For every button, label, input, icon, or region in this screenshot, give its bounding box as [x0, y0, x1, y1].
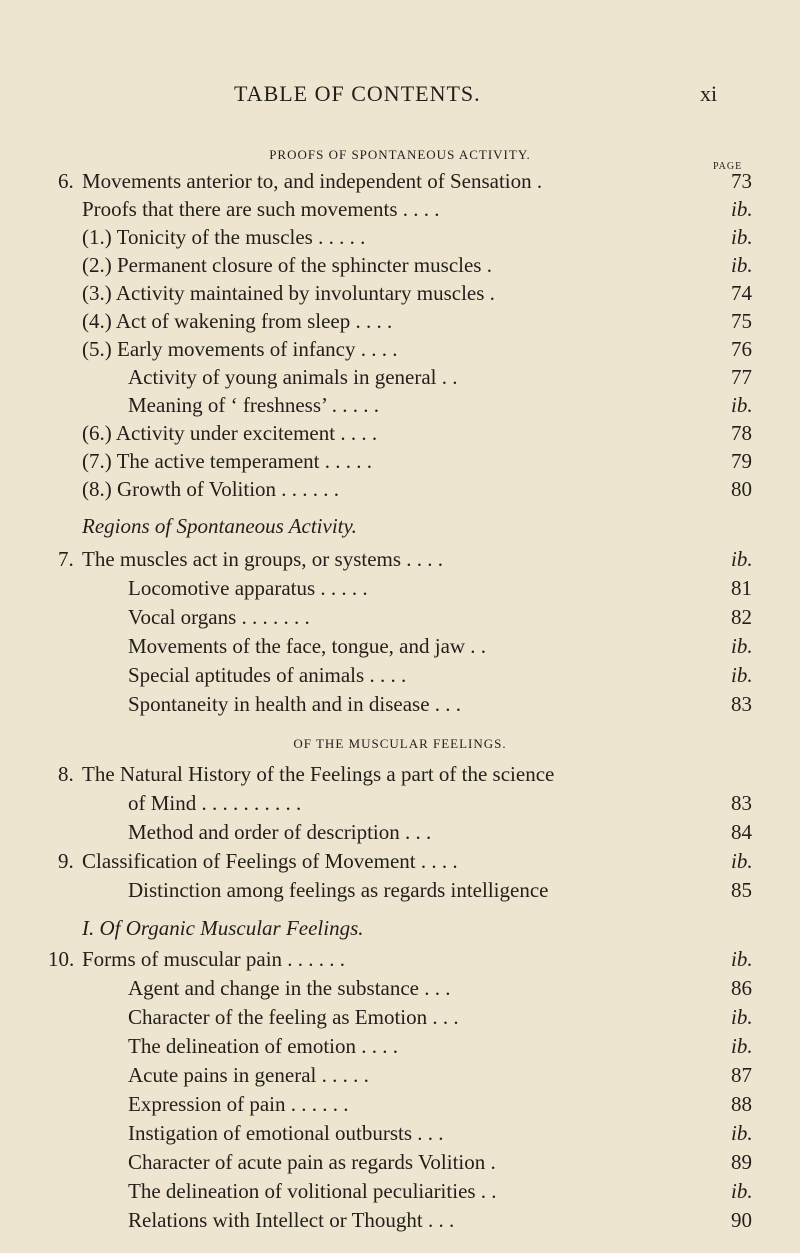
toc-entry: (6.) Activity under excitement . . . .: [82, 421, 378, 445]
toc-page-ref: 73: [731, 169, 752, 193]
entry-number: 8.: [58, 762, 74, 786]
toc-entry: (1.) Tonicity of the muscles . . . . .: [82, 225, 366, 249]
toc-entry: (3.) Activity maintained by involuntary muscles .: [82, 281, 495, 305]
entry-number: 6.: [58, 169, 74, 193]
page-number: xi: [700, 81, 718, 106]
toc-entry: of Mind . . . . . . . . . .: [128, 791, 302, 815]
toc-page-ref: ib.: [731, 947, 753, 971]
toc-page-ref: 89: [731, 1150, 752, 1174]
section-heading-spontaneous-activity: PROOFS OF SPONTANEOUS ACTIVITY.: [269, 147, 531, 162]
toc-entry: Locomotive apparatus . . . . .: [128, 576, 368, 600]
toc-page-ref: 90: [731, 1208, 752, 1232]
toc-page-ref: 77: [731, 365, 752, 389]
toc-entry: Character of acute pain as regards Volition .: [128, 1150, 496, 1174]
toc-entry: Activity of young animals in general . .: [128, 365, 458, 389]
toc-page-ref: 76: [731, 337, 752, 361]
toc-entry: Meaning of ‘ freshness’ . . . . .: [128, 393, 379, 417]
toc-page-ref: 83: [731, 791, 752, 815]
running-header-title: TABLE OF CONTENTS.: [234, 81, 481, 106]
toc-entry: (5.) Early movements of infancy . . . .: [82, 337, 398, 361]
toc-page-ref: 74: [731, 281, 752, 305]
toc-page-ref: 87: [731, 1063, 752, 1087]
toc-entry: Proofs that there are such movements . . . .: [82, 197, 440, 221]
entry-number: 10.: [48, 947, 75, 971]
toc-page-ref: ib.: [731, 1121, 753, 1145]
toc-entry: Agent and change in the substance . . .: [128, 976, 451, 1000]
page-column-label: PAGE: [713, 161, 743, 172]
toc-entry: Acute pains in general . . . . .: [128, 1063, 369, 1087]
toc-page-ref: ib.: [731, 849, 753, 873]
toc-page-ref: 84: [731, 820, 752, 844]
toc-page-ref: 88: [731, 1092, 752, 1116]
toc-page-ref: ib.: [731, 1005, 753, 1029]
toc-page-ref: 79: [731, 449, 752, 473]
subsection-heading: Regions of Spontaneous Activity.: [82, 514, 357, 538]
toc-entry: Movements anterior to, and independent of Sensation .: [82, 169, 543, 193]
toc-entry: Classification of Feelings of Movement . . . .: [82, 849, 458, 873]
toc-page-ref: 82: [731, 605, 752, 629]
toc-entry: Relations with Intellect or Thought . . .: [128, 1208, 455, 1232]
toc-page-ref: ib.: [731, 634, 753, 658]
toc-page-ref: ib.: [731, 253, 753, 277]
toc-page-ref: ib.: [731, 1179, 753, 1203]
toc-entry: The muscles act in groups, or systems . . . .: [82, 547, 444, 571]
toc-page-ref: 80: [731, 477, 752, 501]
toc-entry: (8.) Growth of Volition . . . . . .: [82, 477, 340, 501]
toc-entry: Method and order of description . . .: [128, 820, 432, 844]
section-heading-muscular-feelings: OF THE MUSCULAR FEELINGS.: [293, 736, 507, 751]
toc-entry: (4.) Act of wakening from sleep . . . .: [82, 309, 393, 333]
toc-page-ref: ib.: [731, 1034, 753, 1058]
toc-page-ref: ib.: [731, 547, 753, 571]
toc-entry: Movements of the face, tongue, and jaw . .: [128, 634, 487, 658]
toc-page-ref: 81: [731, 576, 752, 600]
toc-entry: Distinction among feelings as regards intelligence: [128, 878, 549, 902]
subsection-heading: I. Of Organic Muscular Feelings.: [82, 916, 364, 940]
toc-entry: Character of the feeling as Emotion . . .: [128, 1005, 459, 1029]
toc-page-ref: 75: [731, 309, 752, 333]
toc-page-ref: 78: [731, 421, 752, 445]
toc-entry: (7.) The active temperament . . . . .: [82, 449, 373, 473]
toc-entry: (2.) Permanent closure of the sphincter muscles .: [82, 253, 492, 277]
toc-entry: The Natural History of the Feelings a part of the science: [82, 762, 555, 786]
toc-page-ref: ib.: [731, 225, 753, 249]
toc-page-ref: 85: [731, 878, 752, 902]
toc-page-ref: ib.: [731, 663, 753, 687]
toc-page-ref: 86: [731, 976, 752, 1000]
toc-entry: Vocal organs . . . . . . .: [128, 605, 310, 629]
toc-page-ref: 83: [731, 692, 752, 716]
toc-entry: Special aptitudes of animals . . . .: [128, 663, 407, 687]
entry-number: 7.: [58, 547, 74, 571]
toc-entry: Instigation of emotional outbursts . . .: [128, 1121, 444, 1145]
toc-page-ref: ib.: [731, 197, 753, 221]
entry-number: 9.: [58, 849, 74, 873]
toc-entry: The delineation of emotion . . . .: [128, 1034, 399, 1058]
toc-entry: The delineation of volitional peculiarities . .: [128, 1179, 497, 1203]
toc-entry: Spontaneity in health and in disease . . .: [128, 692, 462, 716]
toc-page-ref: ib.: [731, 393, 753, 417]
toc-entry: Expression of pain . . . . . .: [128, 1092, 349, 1116]
toc-entry: Forms of muscular pain . . . . . .: [82, 947, 346, 971]
